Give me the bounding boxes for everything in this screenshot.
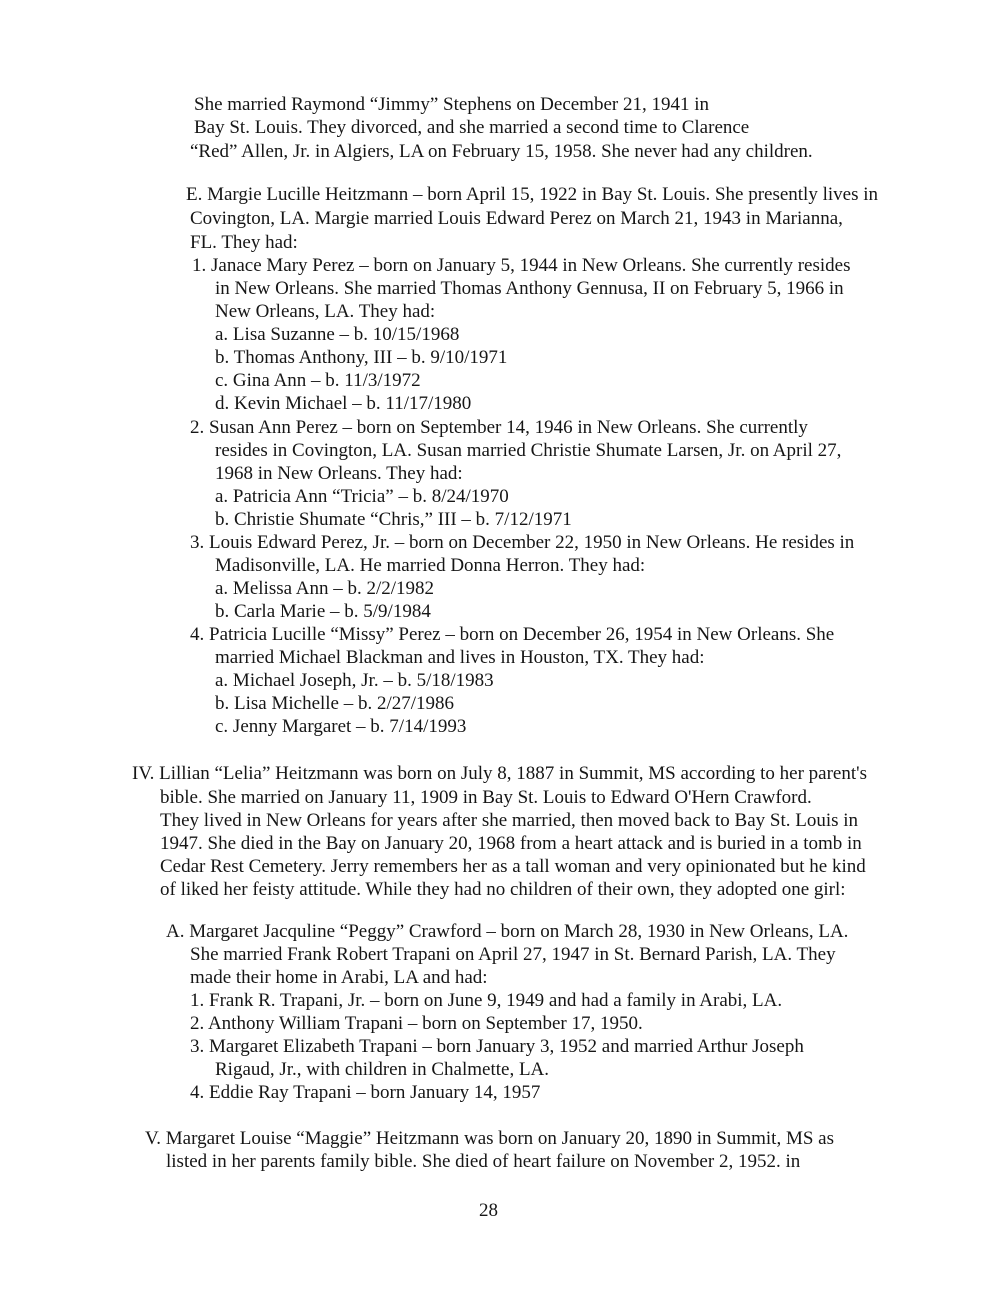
text-line: 1. Janace Mary Perez – born on January 5, 1944 in New Orleans. She currently resides: [192, 255, 851, 276]
text-line: d. Kevin Michael – b. 11/17/1980: [215, 393, 472, 414]
text-line: bible. She married on January 11, 1909 in Bay St. Louis to Edward O'Hern Crawford.: [160, 787, 812, 808]
text-line: A. Margaret Jacquline “Peggy” Crawford – born on March 28, 1930 in New Orleans, LA.: [166, 921, 849, 942]
text-line: c. Jenny Margaret – b. 7/14/1993: [215, 716, 467, 737]
text-line: They lived in New Orleans for years after she married, then moved back to Bay St. Louis in: [160, 810, 859, 831]
text-line: made their home in Arabi, LA and had:: [190, 967, 488, 988]
text-line: FL. They had:: [190, 232, 298, 253]
text-line: b. Christie Shumate “Chris,” III – b. 7/12/1971: [215, 509, 572, 530]
text-line: Bay St. Louis. They divorced, and she married a second time to Clarence: [194, 117, 750, 138]
text-line: 4. Eddie Ray Trapani – born January 14, 1957: [190, 1082, 541, 1103]
text-line: resides in Covington, LA. Susan married Christie Shumate Larsen, Jr. on April 27,: [215, 440, 842, 461]
page-number: 28: [479, 1200, 498, 1221]
text-line: 1. Frank R. Trapani, Jr. – born on June 9, 1949 and had a family in Arabi, LA.: [190, 990, 783, 1011]
text-line: c. Gina Ann – b. 11/3/1972: [215, 370, 421, 391]
text-line: 3. Margaret Elizabeth Trapani – born January 3, 1952 and married Arthur Joseph: [190, 1036, 804, 1057]
text-line: a. Patricia Ann “Tricia” – b. 8/24/1970: [215, 486, 509, 507]
text-line: 2. Susan Ann Perez – born on September 14, 1946 in New Orleans. She currently: [190, 417, 808, 438]
text-line: Rigaud, Jr., with children in Chalmette, LA.: [215, 1059, 550, 1080]
text-line: Madisonville, LA. He married Donna Herron. They had:: [215, 555, 646, 576]
text-line: b. Carla Marie – b. 5/9/1984: [215, 601, 431, 622]
text-line: b. Thomas Anthony, III – b. 9/10/1971: [215, 347, 508, 368]
text-line: of liked her feisty attitude. While they had no children of their own, they adopted one girl:: [160, 879, 846, 900]
text-line: 1947. She died in the Bay on January 20, 1968 from a heart attack and is buried in a tomb in: [160, 833, 862, 854]
text-line: V. Margaret Louise “Maggie” Heitzmann was born on January 20, 1890 in Summit, MS as: [145, 1128, 834, 1149]
text-line: IV. Lillian “Lelia” Heitzmann was born on July 8, 1887 in Summit, MS according to her parent's: [132, 763, 867, 784]
text-line: 1968 in New Orleans. They had:: [215, 463, 463, 484]
text-line: listed in her parents family bible. She died of heart failure on November 2, 1952. in: [166, 1151, 801, 1172]
text-line: b. Lisa Michelle – b. 2/27/1986: [215, 693, 455, 714]
text-line: “Red” Allen, Jr. in Algiers, LA on February 15, 1958. She never had any children.: [190, 141, 813, 162]
text-line: a. Michael Joseph, Jr. – b. 5/18/1983: [215, 670, 494, 691]
text-line: 3. Louis Edward Perez, Jr. – born on December 22, 1950 in New Orleans. He resides in: [190, 532, 855, 553]
text-line: a. Lisa Suzanne – b. 10/15/1968: [215, 324, 460, 345]
text-line: Cedar Rest Cemetery. Jerry remembers her as a tall woman and very opinionated but he kind: [160, 856, 866, 877]
text-line: E. Margie Lucille Heitzmann – born April 15, 1922 in Bay St. Louis. She presently lives in: [186, 184, 878, 205]
text-line: in New Orleans. She married Thomas Anthony Gennusa, II on February 5, 1966 in: [215, 278, 844, 299]
text-line: New Orleans, LA. They had:: [215, 301, 436, 322]
text-line: Covington, LA. Margie married Louis Edward Perez on March 21, 1943 in Marianna,: [190, 208, 843, 229]
text-line: 4. Patricia Lucille “Missy” Perez – born on December 26, 1954 in New Orleans. She: [190, 624, 835, 645]
text-line: She married Raymond “Jimmy” Stephens on December 21, 1941 in: [194, 94, 710, 115]
text-line: 2. Anthony William Trapani – born on September 17, 1950.: [190, 1013, 643, 1034]
text-line: She married Frank Robert Trapani on April 27, 1947 in St. Bernard Parish, LA. They: [190, 944, 836, 965]
text-line: a. Melissa Ann – b. 2/2/1982: [215, 578, 435, 599]
text-line: married Michael Blackman and lives in Houston, TX. They had:: [215, 647, 705, 668]
